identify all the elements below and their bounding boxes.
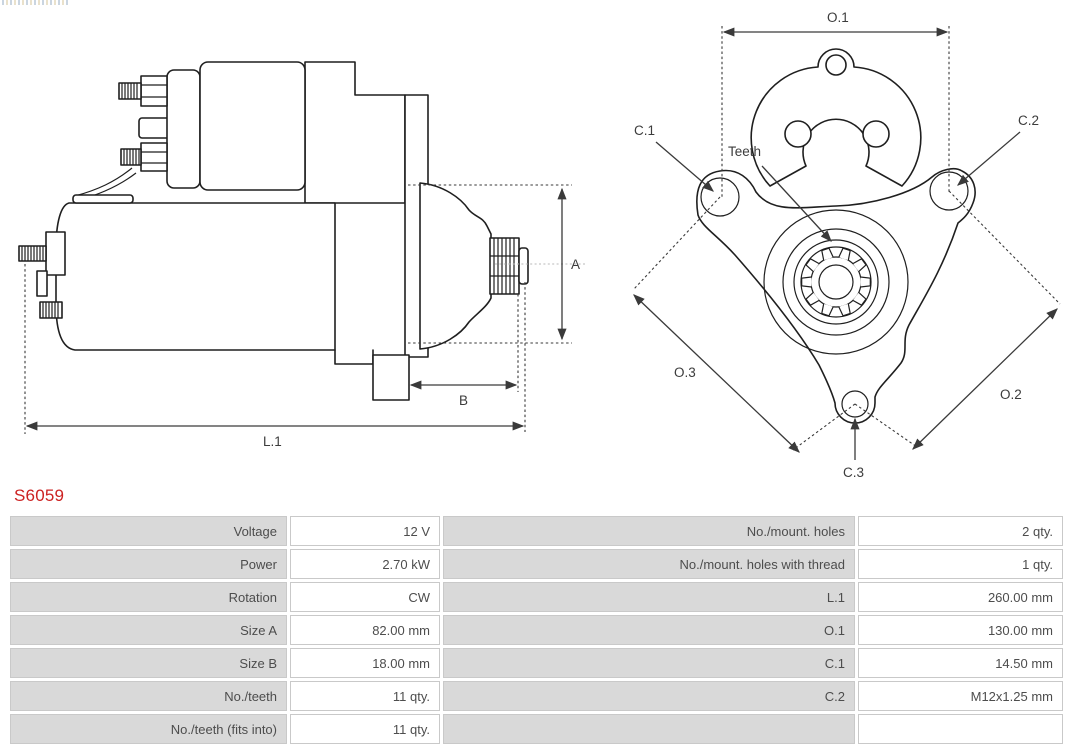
spec-value: 260.00 mm bbox=[858, 582, 1063, 612]
dimension-label-o3: O.3 bbox=[674, 365, 696, 380]
dimension-label-a: A bbox=[571, 257, 581, 272]
dimension-label-c2: C.2 bbox=[1018, 113, 1040, 128]
spec-value: 14.50 mm bbox=[858, 648, 1063, 678]
body-terminal-stud bbox=[19, 232, 65, 318]
callout-c2 bbox=[958, 113, 1039, 185]
callout-c1 bbox=[634, 123, 713, 191]
spec-value: 11 qty. bbox=[290, 681, 440, 711]
through-bolt-hole-top bbox=[826, 55, 846, 75]
spec-label: Rotation bbox=[10, 582, 287, 612]
spec-label: L.1 bbox=[443, 582, 855, 612]
foot-step bbox=[335, 350, 373, 364]
spec-label bbox=[443, 714, 855, 744]
spec-value: 1 qty. bbox=[858, 549, 1063, 579]
spec-value: 130.00 mm bbox=[858, 615, 1063, 645]
spec-label: No./mount. holes bbox=[443, 516, 855, 546]
terminal-bolt-lower bbox=[121, 143, 167, 171]
spec-value: 2.70 kW bbox=[290, 549, 440, 579]
spec-label: No./mount. holes with thread bbox=[443, 549, 855, 579]
flange-plate bbox=[697, 169, 975, 423]
spec-label: C.1 bbox=[443, 648, 855, 678]
side-view-drawing bbox=[15, 42, 587, 454]
spec-value: M12x1.25 mm bbox=[858, 681, 1063, 711]
spec-value: CW bbox=[290, 582, 440, 612]
dimension-label-c3: C.3 bbox=[843, 465, 865, 480]
motor-body bbox=[56, 203, 335, 350]
spec-label: Voltage bbox=[10, 516, 287, 546]
spec-value: 2 qty. bbox=[858, 516, 1063, 546]
spec-label: No./teeth bbox=[10, 681, 287, 711]
spec-value: 12 V bbox=[290, 516, 440, 546]
spec-value: 11 qty. bbox=[290, 714, 440, 744]
bracket-outline bbox=[305, 62, 405, 203]
spec-label: Size B bbox=[10, 648, 287, 678]
dimension-label-b: B bbox=[459, 393, 469, 408]
spec-label: Power bbox=[10, 549, 287, 579]
terminal-bolt-upper bbox=[119, 76, 167, 106]
page-edge-artifact bbox=[2, 0, 68, 5]
drive-end-housing bbox=[420, 183, 491, 349]
through-bolt-hole-left bbox=[785, 121, 811, 147]
solenoid-body bbox=[200, 62, 305, 190]
dimension-label-o1: O.1 bbox=[827, 10, 849, 25]
pinion-gear bbox=[490, 238, 528, 294]
spec-value bbox=[858, 714, 1063, 744]
dimension-label-c1: C.1 bbox=[634, 123, 656, 138]
spec-label: C.2 bbox=[443, 681, 855, 711]
front-view-drawing bbox=[612, 6, 1074, 490]
spec-value: 18.00 mm bbox=[290, 648, 440, 678]
spec-label: O.1 bbox=[443, 615, 855, 645]
solenoid-cap bbox=[167, 70, 200, 188]
spec-label: No./teeth (fits into) bbox=[10, 714, 287, 744]
spec-table bbox=[10, 516, 1063, 744]
spec-value: 82.00 mm bbox=[290, 615, 440, 645]
callout-c3 bbox=[843, 419, 864, 480]
dimension-label-l1: L.1 bbox=[263, 434, 282, 449]
through-bolt-hole-right bbox=[863, 121, 889, 147]
dimension-label-o2: O.2 bbox=[1000, 387, 1022, 402]
body-top-plate bbox=[73, 195, 133, 203]
mounting-foot bbox=[373, 355, 409, 400]
spec-label: Size A bbox=[10, 615, 287, 645]
dimension-label-teeth: Teeth bbox=[728, 144, 762, 159]
part-number-title: S6059 bbox=[14, 486, 65, 505]
